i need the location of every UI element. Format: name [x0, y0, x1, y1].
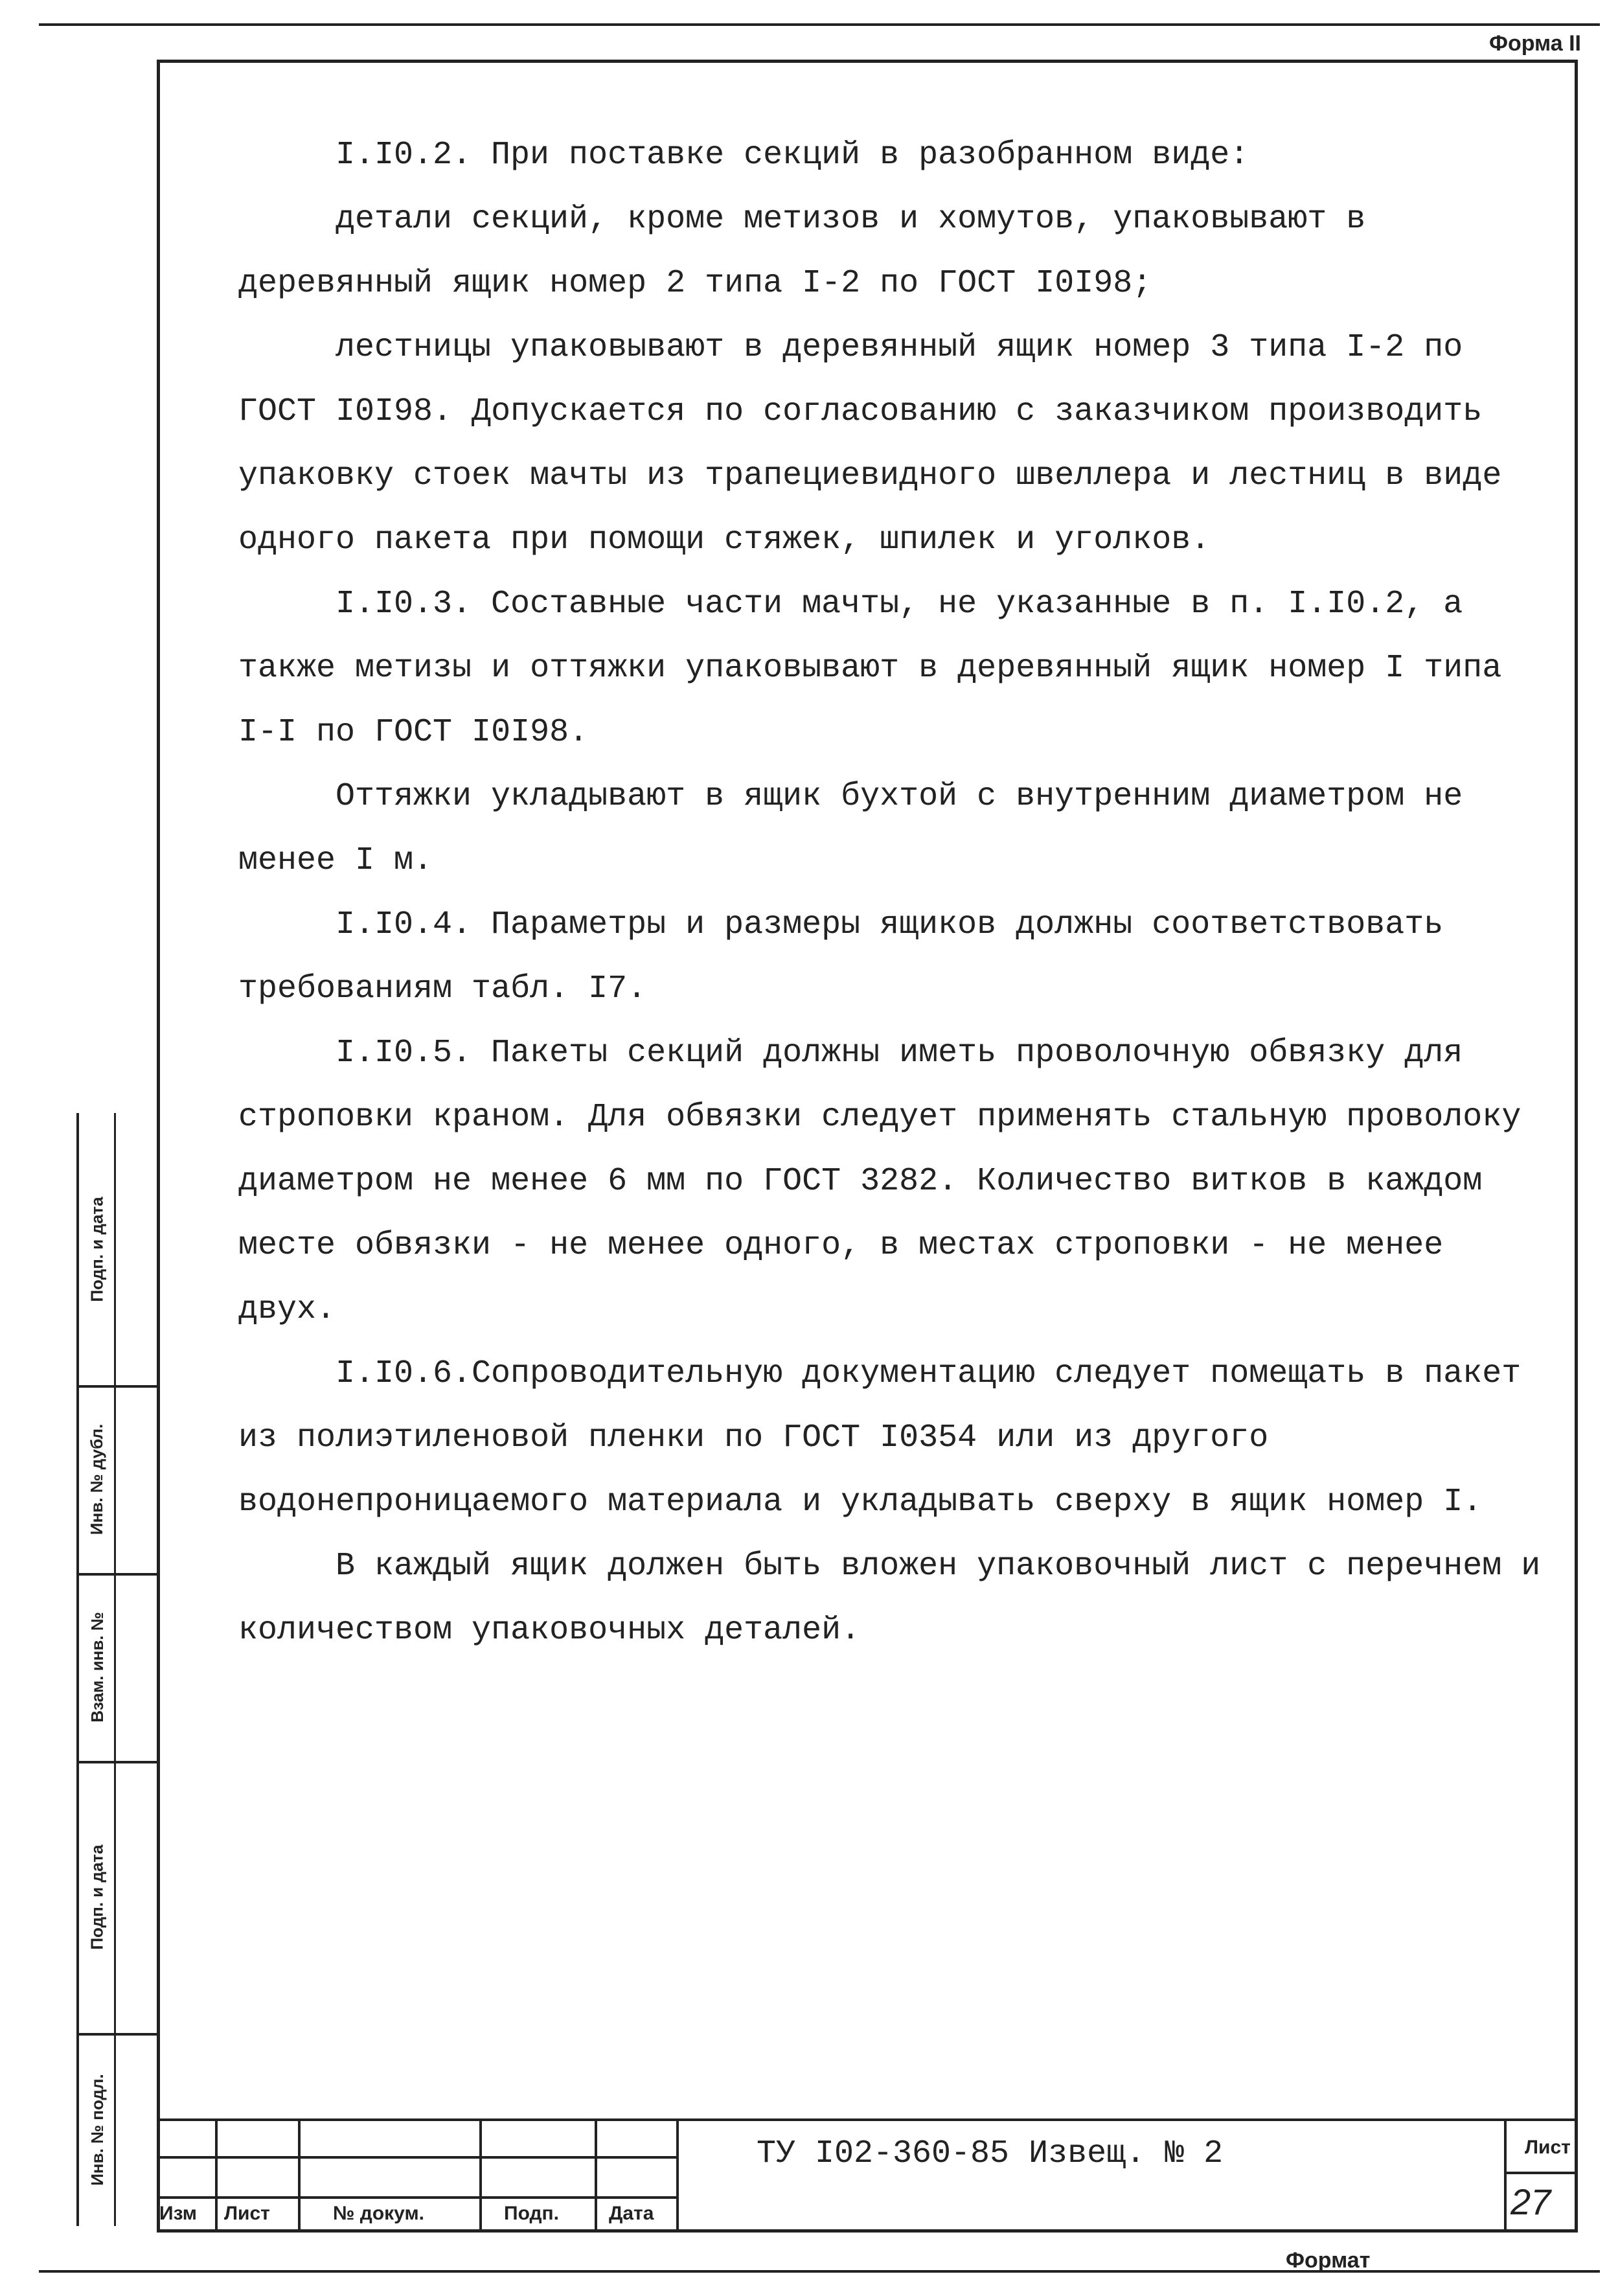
- col-podp: Подп.: [504, 2203, 559, 2224]
- form-label: Форма II: [1488, 31, 1581, 56]
- title-block: [157, 2118, 1578, 2233]
- side-label-inv-podl: Инв. № подл.: [87, 2073, 107, 2186]
- paragraph-guys: Оттяжки укладывают в ящик бухтой с внутренним диаметром не менее I м.: [238, 778, 1463, 879]
- sheet-label: Лист: [1525, 2137, 1571, 2158]
- paragraph-ladders: лестницы упаковывают в деревянный ящик номер 3 типа I-2 по ГОСТ I0I98. Допускается по согласованию с заказчиком производить упаковку стоек мачты из трапециевидного швеллера и лестниц в виде одного пакета при помощи стяжек, шпилек и уголков.: [238, 329, 1502, 558]
- paragraph-1-10-2: I.I0.2. При поставке секций в разобранном виде:: [336, 137, 1249, 174]
- paragraph-details: детали секций, кроме метизов и хомутов, упаковывают в деревянный ящик номер 2 типа I-2 по ГОСТ I0I98;: [238, 201, 1366, 302]
- paragraph-packing-list: В каждый ящик должен быть вложен упаковочный лист с перечнем и количеством упаковочных деталей.: [238, 1548, 1541, 1649]
- side-label-podp-data-top: Подп. и дата: [87, 1196, 107, 1302]
- col-list: Лист: [224, 2203, 270, 2224]
- side-label-podp-data-bottom: Подп. и дата: [87, 1844, 107, 1950]
- side-label-inv-dubl: Инв. № дубл.: [87, 1423, 107, 1535]
- format-label: Формат: [1286, 2248, 1371, 2273]
- side-cell-inv-dubl: [79, 1385, 159, 1576]
- paragraph-1-10-4: I.I0.4. Параметры и размеры ящиков должны соответствовать требованиям табл. I7.: [238, 906, 1444, 1007]
- paragraph-1-10-3: I.I0.3. Составные части мачты, не указанные в п. I.I0.2, а также метизы и оттяжки упаковывают в деревянный ящик номер I типа I-I по ГОСТ I0I98.: [238, 586, 1502, 751]
- side-cell-podp-data-top: [79, 1113, 159, 1388]
- col-dokum: № докум.: [333, 2203, 424, 2224]
- sheet-number: 27: [1510, 2181, 1551, 2222]
- col-izm: Изм: [159, 2203, 197, 2224]
- side-stamp-strip: [76, 1113, 159, 2226]
- side-cell-podp-data-bottom: [79, 1761, 159, 2036]
- paragraph-1-10-6: I.I0.6.Сопроводительную документацию следует помещать в пакет из полиэтиленовой пленки по ГОСТ I0354 или из другого водонепроницаемого материала и укладывать сверху в ящик номер I.: [238, 1355, 1522, 1521]
- document-code: ТУ I02-360-85 Извещ. № 2: [757, 2135, 1224, 2172]
- side-label-vzam-inv: Взам. инв. №: [87, 1611, 107, 1723]
- side-cell-vzam-inv: [79, 1573, 159, 1763]
- document-body: [238, 123, 1560, 1662]
- col-data: Дата: [609, 2203, 654, 2224]
- side-cell-inv-podl: [79, 2033, 159, 2226]
- top-rule: [39, 23, 1600, 26]
- paragraph-1-10-5: I.I0.5. Пакеты секций должны иметь проволочную обвязку для строповки краном. Для обвязки следует применять стальную проволоку диаметром не менее 6 мм по ГОСТ 3282. Количество витков в каждом месте обвязки - не менее одного, в местах строповки - не менее двух.: [238, 1035, 1522, 1328]
